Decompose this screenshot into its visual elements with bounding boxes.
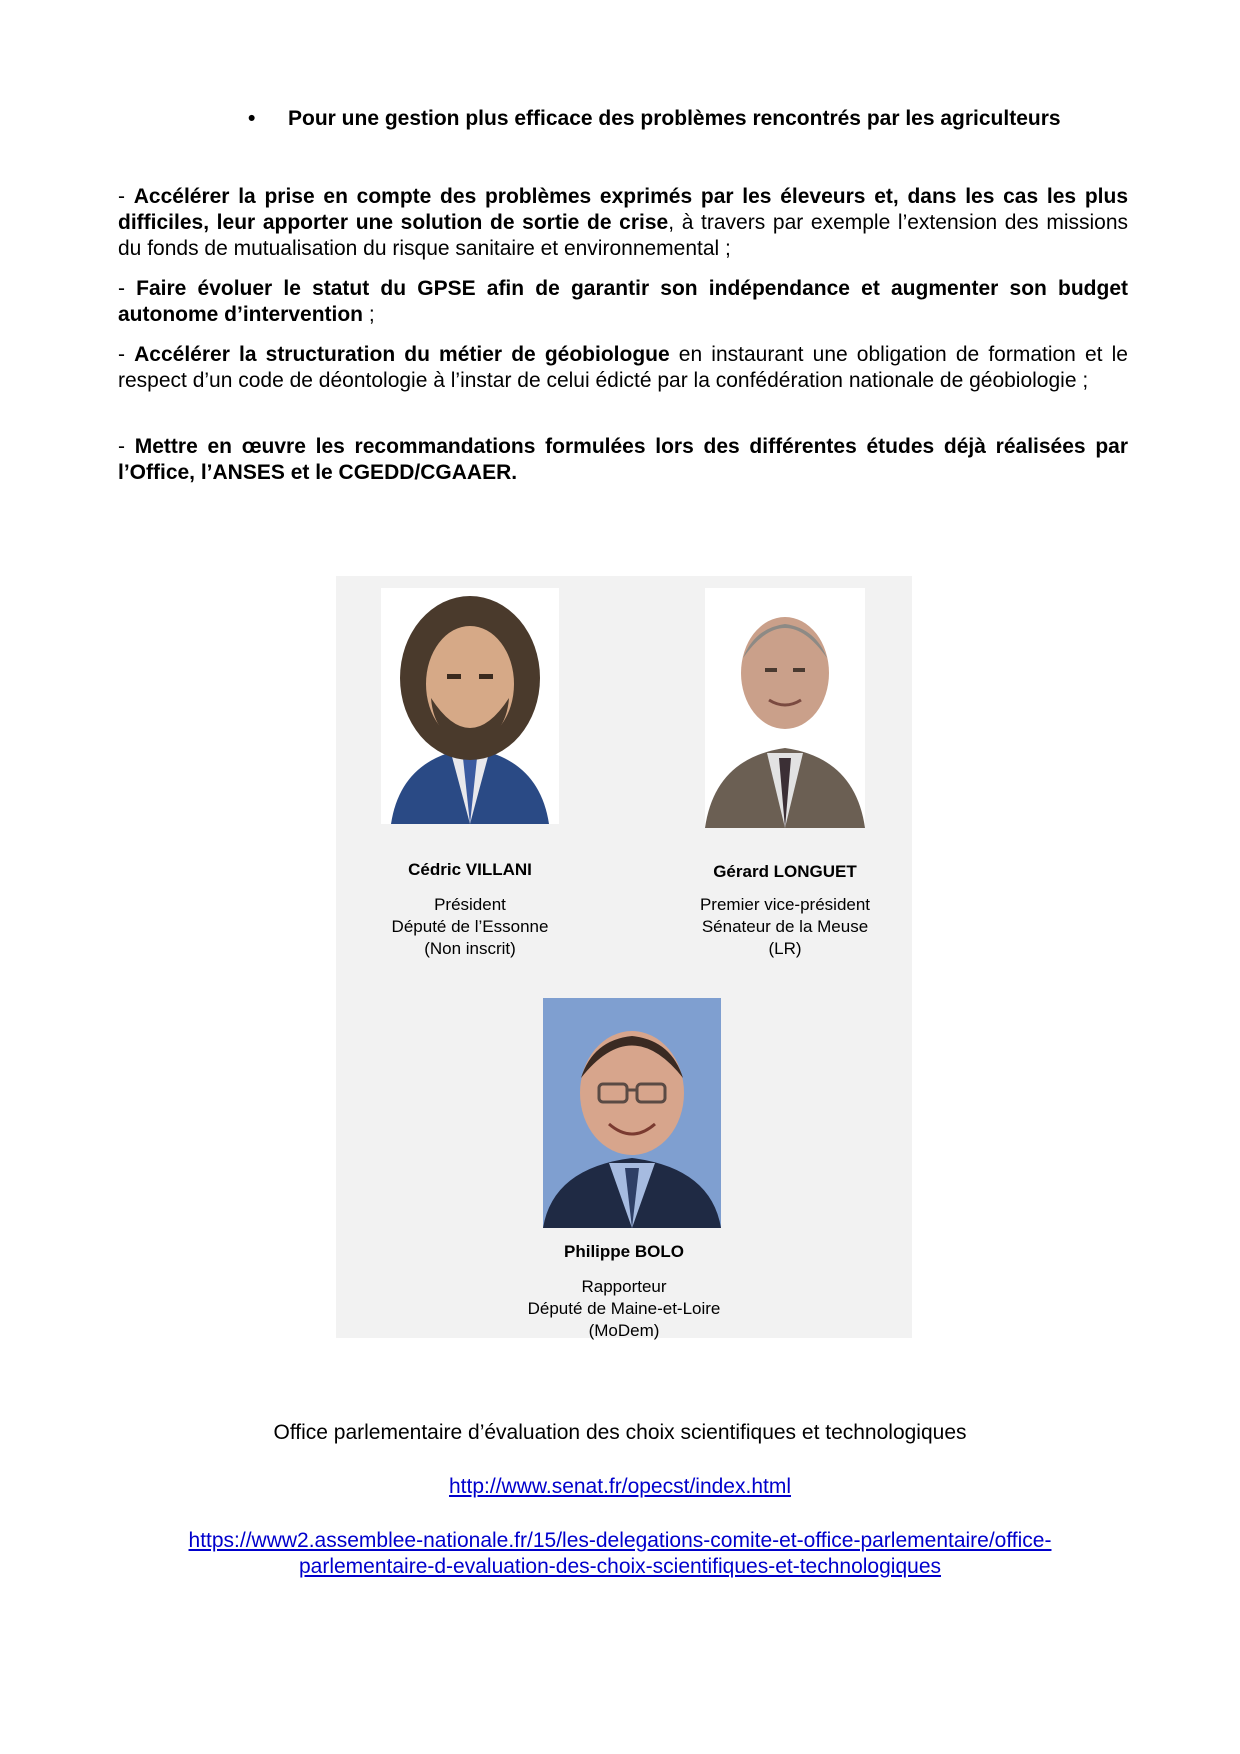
member-group: (Non inscrit) [424, 939, 516, 958]
member-detail: Sénateur de la Meuse [701, 917, 869, 936]
member-group: (LR) [768, 939, 802, 958]
member-detail: Député de l’Essonne [391, 917, 549, 936]
member-detail: Député de Maine-et-Loire [527, 1299, 721, 1318]
member-role: Premier vice-président [699, 895, 871, 914]
recommendation-paragraph-2 [118, 276, 1128, 328]
recommendation-bold: Accélérer la structuration du métier de géobiologue [134, 343, 670, 366]
recommendation-paragraph-4 [118, 434, 1128, 486]
member-name: Philippe BOLO [564, 1242, 684, 1261]
member-name: Gérard LONGUET [713, 862, 857, 881]
bullet-marker: • [248, 107, 256, 130]
dash: - [118, 435, 135, 458]
member-role-block [655, 894, 915, 960]
dash: - [118, 343, 135, 366]
recommendation-rest: , à travers par exemple l’extension des missions du fonds de mutualisation du risque sanitaire et environnemental ; [118, 211, 1129, 260]
office-name: Office parlementaire d’évaluation des choix scientifiques et technologiques [273, 1421, 967, 1444]
bullet-heading-text: Pour une gestion plus efficace des problèmes rencontrés par les agriculteurs [288, 107, 1061, 130]
member-name: Cédric VILLANI [408, 860, 532, 879]
recommendation-paragraph-1 [118, 184, 1128, 262]
recommendation-rest: en instaurant une obligation de formation et le respect d’un code de déontologie à l’instar de celui édicté par la confédération nationale de géobiologie ; [118, 343, 1128, 392]
recommendation-rest: ; [363, 303, 375, 326]
portrait-photo-bolo [543, 998, 721, 1228]
senat-link[interactable]: http://www.senat.fr/opecst/index.html [449, 1475, 791, 1498]
member-role-block [340, 894, 600, 960]
dash: - [118, 277, 137, 300]
section-heading-bullet [248, 106, 1128, 132]
members-panel [336, 576, 912, 1338]
senat-link-line [0, 1474, 1240, 1500]
member-group: (MoDem) [588, 1321, 660, 1340]
recommendation-bold: Faire évoluer le statut du GPSE afin de garantir son indépendance et augmenter son budget autonome d’intervention [118, 277, 1129, 326]
assemblee-link-part-2[interactable]: parlementaire-d-evaluation-des-choix-scientifiques-et-technologiques [298, 1555, 941, 1578]
portrait-photo-villani [381, 588, 559, 824]
assemblee-link-part-1[interactable]: https://www2.assemblee-nationale.fr/15/les-delegations-comite-et-office-parlementaire/office- [188, 1529, 1052, 1552]
member-role-block [494, 1276, 754, 1342]
member-role: Rapporteur [581, 1277, 667, 1296]
recommendation-bold: Mettre en œuvre les recommandations formulées lors des différentes études déjà réalisées par l’Office, l’ANSES et le CGEDD/CGAAER. [118, 435, 1129, 484]
portrait-photo-longuet [705, 588, 865, 828]
member-role: Président [434, 895, 506, 914]
dash: - [118, 185, 134, 208]
recommendation-bold: Accélérer la prise en compte des problèmes exprimés par les éleveurs et, dans les cas les plus difficiles, leur apporter une solution de sortie de crise [118, 185, 1128, 234]
recommendation-paragraph-3 [118, 342, 1128, 394]
assemblee-link-block [0, 1528, 1240, 1580]
